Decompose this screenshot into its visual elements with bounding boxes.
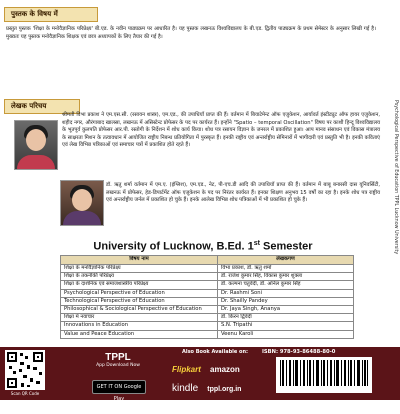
book-subject-text: प्रस्तुत पुस्तक 'शिक्षा के मनोवैज्ञानिक परिप्रेक्ष्य' बी.एड. के नवीन पाठ्यक्रम पर आधारित है। यह पुस्तक लखनऊ विश्वविद्यालय के बी.एड. द्वितीय पाठ्यक्रम के प्रथम सेमेस्टर के अनुसार लिखी गई है। मुख्यतः यह पुस्तक मनोवैज्ञानिक शिक्षक एवं छात्र अध्यापकों के लिए तैयार की गई है। xyxy=(6,26,376,40)
university-title xyxy=(48,240,358,253)
author-cell: डॉ. कल्पना चतुर्वेदी, डॉ. अनिल कुमार सिंह xyxy=(218,281,354,289)
face-shape xyxy=(72,189,92,211)
subjects-table xyxy=(60,255,354,339)
author-cell: Dr. Jaya Singh, Ananya xyxy=(218,306,354,314)
author-photo-1 xyxy=(14,120,58,170)
university-title-text: University of Lucknow, B.Ed. 1 xyxy=(93,240,254,253)
google-play-badge[interactable]: GET IT ON Google Play xyxy=(92,380,146,394)
author-cell: Veenu Karoli xyxy=(218,330,354,338)
table-header: लेखकगण xyxy=(218,256,354,265)
tppl-logo: TPPL xyxy=(105,352,131,363)
table-row xyxy=(61,306,354,314)
flipkart-logo[interactable]: Flipkart xyxy=(172,365,201,374)
spine-side-text: Psychological Perspective of Education TPPL Lucknow University xyxy=(393,100,398,255)
table-row xyxy=(61,314,354,322)
tppl-app-block xyxy=(88,352,148,368)
author-cell: विभा प्रकाश, डॉ. ऋतु शर्मा xyxy=(218,265,354,273)
subject-cell: Technological Perspective of Education xyxy=(61,297,218,305)
subject-cell: शिक्षा के मनोवैज्ञानिक परिप्रेक्ष्य xyxy=(61,265,218,273)
questionpaper-website-link[interactable]: questionpaper.org.in xyxy=(172,406,222,412)
subject-cell: Philosophical & Sociological Perspective of Education xyxy=(61,306,218,314)
university-title-tail: Semester xyxy=(259,240,313,253)
subject-cell: Innovations in Education xyxy=(61,322,218,330)
university-title-sup: st xyxy=(253,240,260,247)
also-available-label: Also Book Available on: xyxy=(181,349,249,355)
subject-cell: शिक्षा के दार्शनिक एवं समाजशास्त्रीय परिप्रेक्ष्य xyxy=(61,281,218,289)
author-cell: S.N. Tripathi xyxy=(218,322,354,330)
table-header: विषय नाम xyxy=(61,256,218,265)
author-bio-1: श्रीमती विभा प्रकाश ने एम.एस.सी. (रसायन शास्त्र), एम.एड., की उपाधियाँ प्राप्त की हैं। वर्तमान में बियाटेमेन्ट ऑफ एजुकेशन, आर्यावर्त इंस्टीट्यूट ऑफ हायर एजुकेशन, शहीद नगर, औरंगाबाद खालसा, लखनऊ में असिस्टेन्ट प्रोफेसर के पद पर कार्यरत हैं। इन्होंने "Spatio – temporal Oscillation" विषय पर काशी हिन्दू विश्वविद्यालय के भूतपूर्व कुलपति प्रोफेसर आर.पी. रस्तोगी के निर्देशन में शोध कार्य किया। शोध पत्र रसायन विज्ञान के जनरल में प्रकाशित हुआ। आप मानव संसाधन एवं विकास मंत्रालय के साक्षरता मिशन के तत्वावधान में आयोजित राष्ट्रीय निबन्ध प्रतियोगिता में पुरस्कृत हैं। इनकी राष्ट्रीय एवं अन्तर्राष्ट्रीय सेमिनारों में भागीदारी एवं प्रस्तुति भी है। इनकी कविताएं एवं लेख विभिन्न पत्रिकाओं एवं समाचार पत्रों में प्रकाशित होते रहते हैं। xyxy=(62,112,380,149)
table-row xyxy=(61,330,354,338)
author-cell: Dr. Shailly Pandey xyxy=(218,297,354,305)
amazon-logo[interactable]: amazon xyxy=(210,365,240,374)
author-cell: Dr. Rashmi Soni xyxy=(218,289,354,297)
shoulder-shape xyxy=(17,155,55,169)
table-row xyxy=(61,297,354,305)
author-photo-2 xyxy=(60,180,104,226)
kindle-logo[interactable]: kindle xyxy=(172,383,199,394)
table-row xyxy=(61,322,354,330)
scan-qr-label: Scan QR Code xyxy=(10,391,40,396)
table-row xyxy=(61,273,354,281)
author-cell: डॉ. राजेश कुमार सिंह, विकास कुमार शुक्ला xyxy=(218,273,354,281)
store-logos xyxy=(170,357,260,414)
barcode-icon xyxy=(276,357,372,393)
face-shape xyxy=(26,129,46,151)
isbn-label: ISBN: 978-93-86488-80-0 xyxy=(262,349,336,355)
subject-cell: शिक्षा के तकनीकी परिप्रेक्ष्य xyxy=(61,273,218,281)
author-cell: डॉ. किरन द्विवेदी xyxy=(218,314,354,322)
table-row xyxy=(61,281,354,289)
author-heading: लेखक परिचय xyxy=(4,99,80,114)
author-bio-2: डॉ. ऋतु शर्मा वर्तमान में एम.ए. (इंग्लिश), एम.एड., नेट, पी-एच.डी आदि की उपाधियाँ प्राप्त की हैं। वर्तमान में बाबू बनारसी दास यूनिवर्सिटी, लखनऊ में प्रोफेसर, हेड-डिपार्टमेंट ऑफ एजुकेशन के पद पर निरंतर कार्यरत हैं। इनका शिक्षण अनुभव 15 वर्षों का रहा है। इनके शोध पत्र राष्ट्रीय एवं अन्तर्राष्ट्रीय जर्नल में प्रकाशित हो चुके हैं। इनके आलेख विभिन्न शोध पत्रिकाओं में भी प्रकाशित हो चुके हैं। xyxy=(106,182,380,204)
table-row xyxy=(61,289,354,297)
tppl-website-link[interactable]: tppl.org.in xyxy=(207,386,242,393)
table-header-row xyxy=(61,256,354,265)
subject-cell: Value and Peace Education xyxy=(61,330,218,338)
shoulder-shape xyxy=(63,211,101,225)
book-subject-heading: पुस्तक के विषय में xyxy=(4,7,98,22)
subject-cell: Psychological Perspective of Education xyxy=(61,289,218,297)
qr-code-icon[interactable] xyxy=(5,350,45,390)
app-download-label: App Download Now xyxy=(96,363,140,368)
table-row xyxy=(61,265,354,273)
subject-cell: शिक्षा में नवाचार xyxy=(61,314,218,322)
